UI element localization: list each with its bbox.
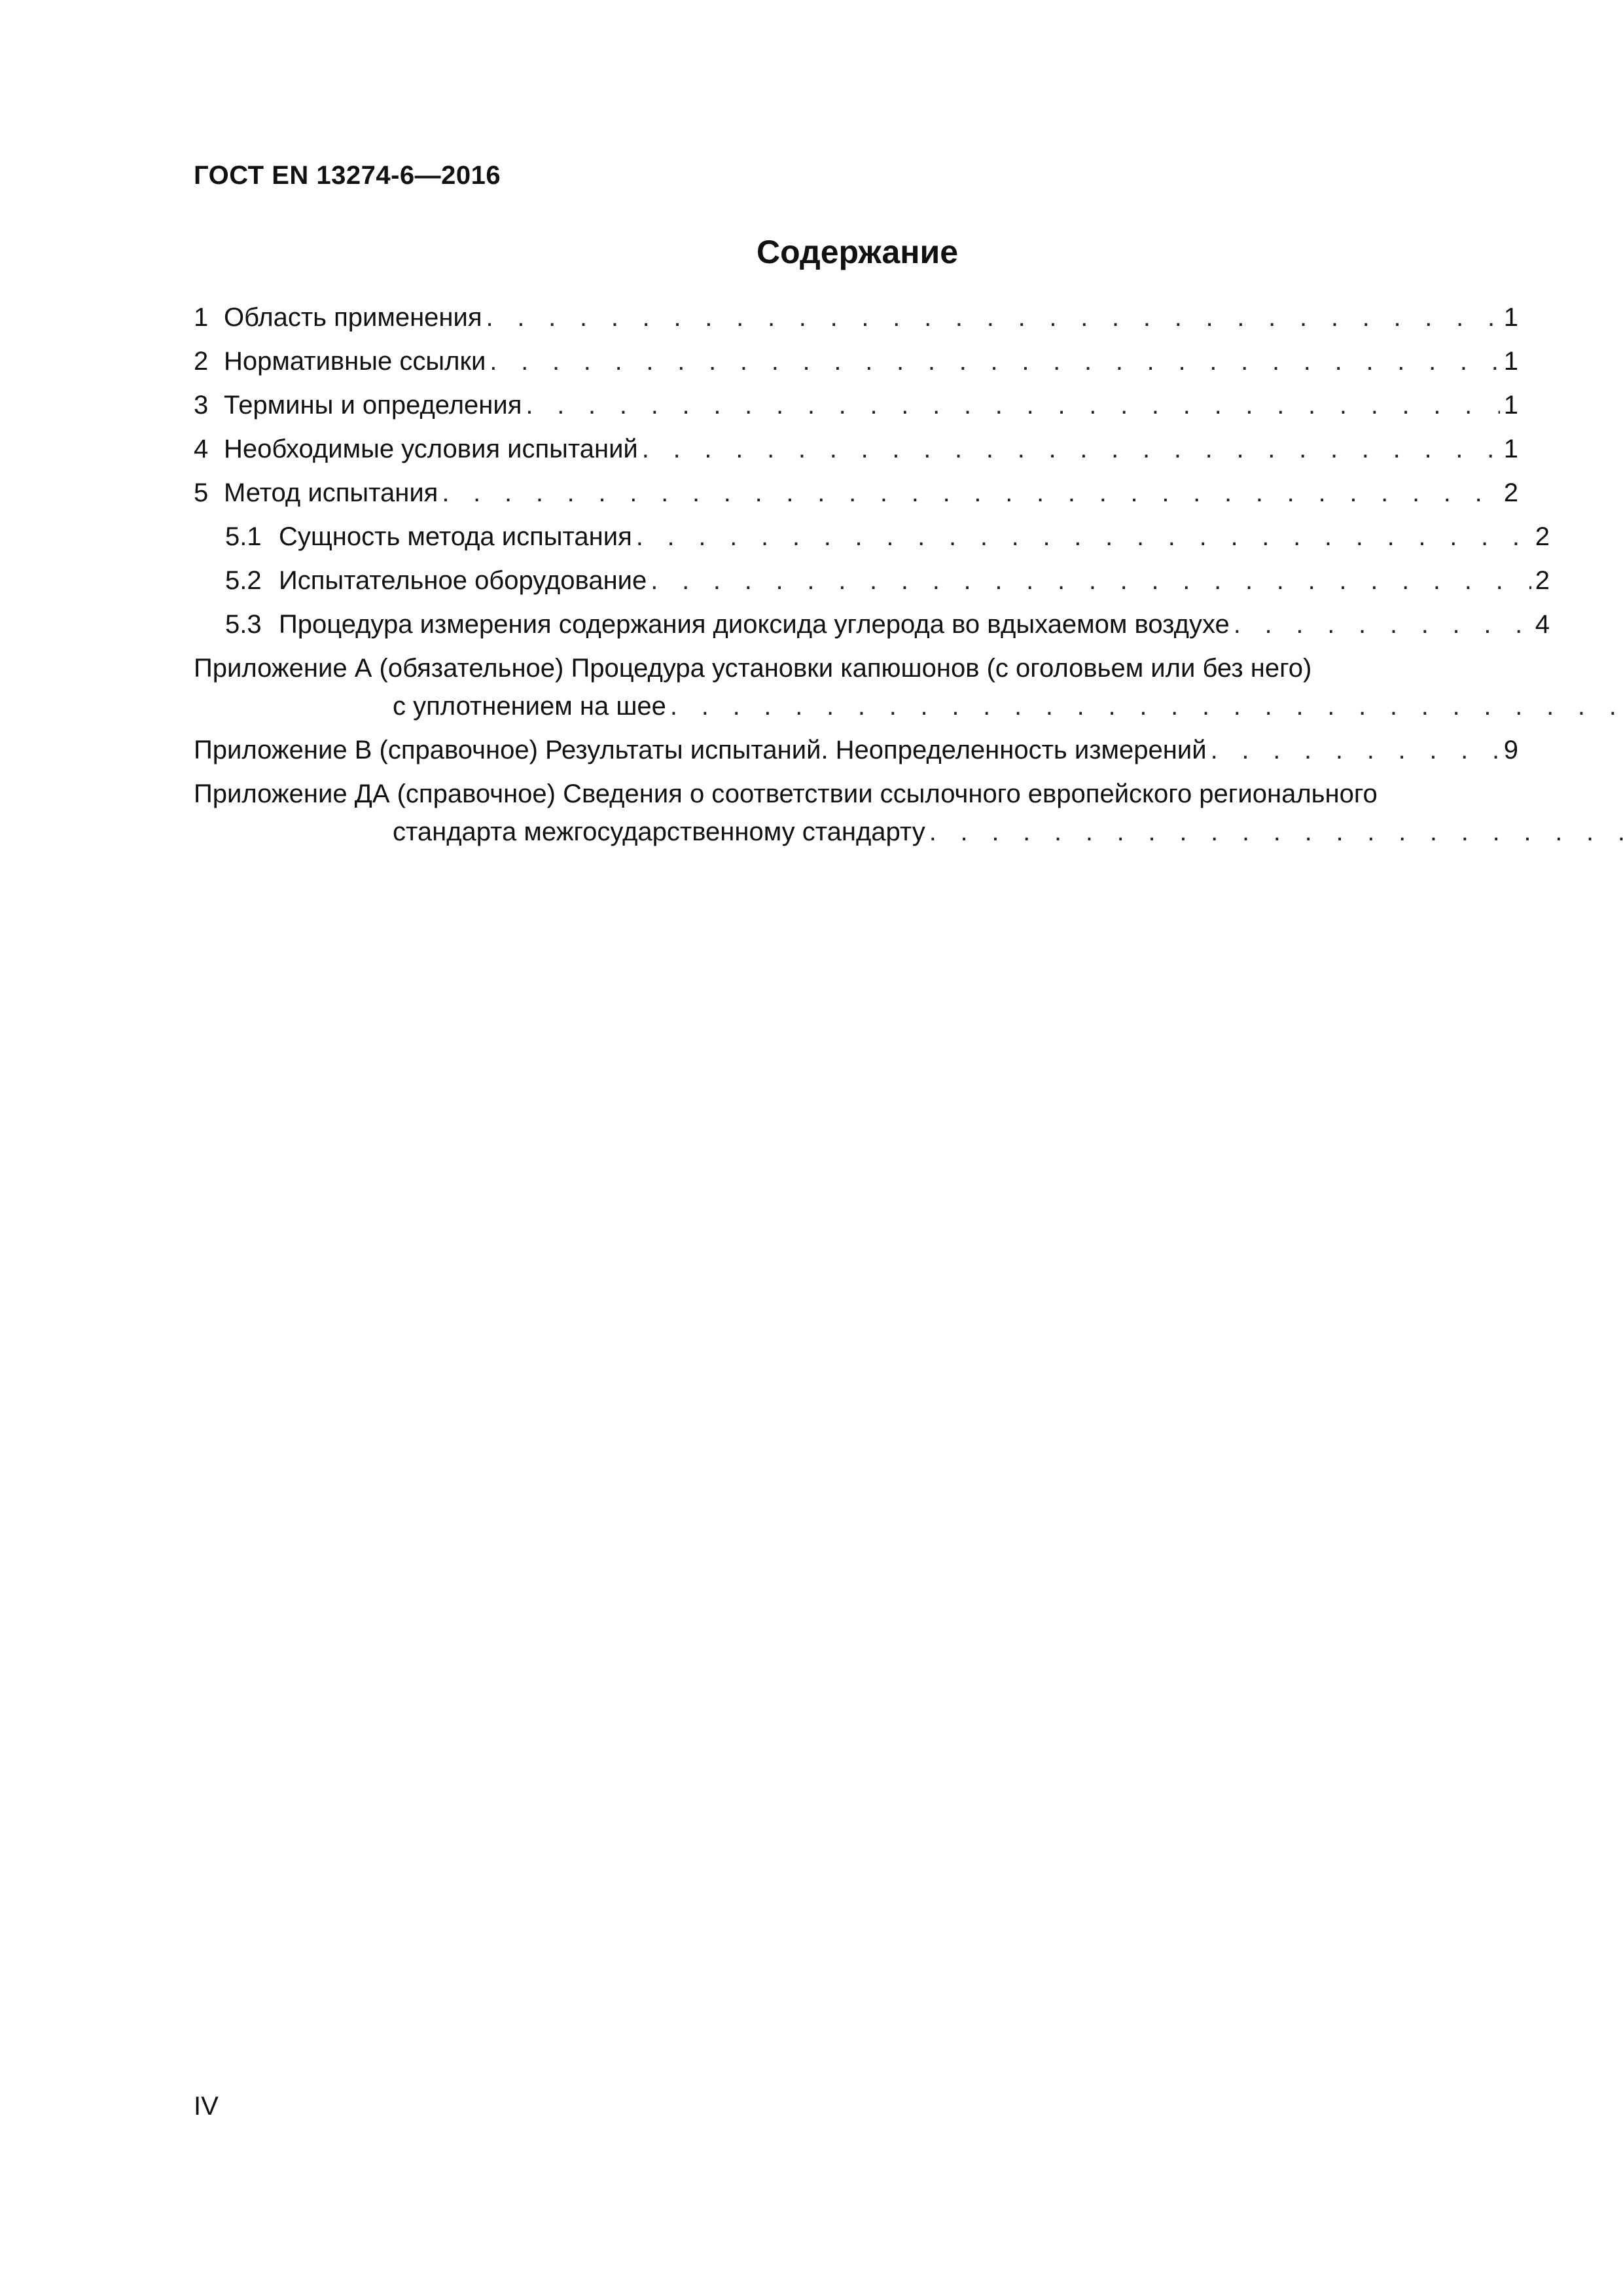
toc-entry-5-3[interactable] — [194, 605, 1550, 643]
toc-entry-text: Приложение В (справочное) Результаты испытаний. Неопределенность измерений — [194, 736, 1207, 764]
toc-entry-number: 5.3 — [225, 610, 262, 639]
toc-entry-number: 5.1 — [225, 522, 262, 551]
dot-leader — [442, 474, 1499, 512]
toc-entry-4[interactable] — [194, 430, 1518, 468]
dot-leader — [1211, 731, 1500, 769]
dot-leader — [929, 813, 1623, 851]
dot-leader — [1234, 605, 1531, 643]
toc-entry-page: 1 — [1503, 303, 1518, 332]
toc-entry-page: 2 — [1535, 566, 1550, 595]
toc-entry-text: Приложение ДА (справочное) Сведения о соответствии ссылочного европейского регионального — [194, 780, 1378, 808]
toc-entry-number: 1 — [194, 303, 209, 332]
toc-entry-page: 1 — [1503, 347, 1518, 376]
toc-entry-text: Термины и определения — [224, 391, 522, 420]
toc-entry-number: 5.2 — [225, 566, 262, 595]
dot-leader — [636, 518, 1531, 556]
toc-entry-page: 1 — [1503, 435, 1518, 463]
toc-entry-5[interactable] — [194, 474, 1518, 512]
toc-entry-text: Сущность метода испытания — [279, 522, 632, 551]
toc-entry-5-2[interactable] — [194, 562, 1550, 600]
toc-entry-number: 4 — [194, 435, 209, 463]
document-code: ГОСТ EN 13274-6—2016 — [194, 161, 501, 190]
toc-entry-number: 3 — [194, 391, 209, 420]
dot-leader — [486, 298, 1500, 336]
toc-entry-text: Необходимые условия испытаний — [224, 435, 638, 463]
toc-entry-appendix-a[interactable] — [194, 649, 1518, 725]
dot-leader — [490, 342, 1499, 380]
toc-entry-page: 9 — [1503, 736, 1518, 764]
toc-entry-number: 2 — [194, 347, 209, 376]
toc-entry-5-1[interactable] — [194, 518, 1550, 556]
toc-entry-1[interactable] — [194, 298, 1518, 336]
toc-entry-page: 2 — [1503, 478, 1518, 507]
page-number: IV — [194, 2092, 219, 2121]
toc-entry-text: Приложение А (обязательное) Процедура установки капюшонов (с оголовьем или без него) — [194, 654, 1312, 683]
toc-title: Содержание — [756, 234, 959, 270]
table-of-contents — [194, 298, 1550, 851]
dot-leader — [651, 562, 1531, 600]
toc-entry-3[interactable] — [194, 386, 1518, 424]
dot-leader — [642, 430, 1500, 468]
toc-entry-text: Испытательное оборудование — [279, 566, 647, 595]
toc-entry-page: 4 — [1535, 610, 1550, 639]
toc-entry-appendix-da[interactable] — [194, 775, 1518, 851]
toc-entry-appendix-b[interactable] — [194, 731, 1518, 769]
toc-entry-text: Процедура измерения содержания диоксида углерода во вдыхаемом воздухе — [279, 610, 1230, 639]
toc-entry-text: Метод испытания — [224, 478, 438, 507]
dot-leader — [670, 687, 1623, 725]
toc-entry-text: Область применения — [224, 303, 482, 332]
toc-entry-page: 1 — [1503, 391, 1518, 420]
toc-entry-text: Нормативные ссылки — [224, 347, 486, 376]
toc-entry-page: 2 — [1535, 522, 1550, 551]
dot-leader — [526, 386, 1499, 424]
toc-entry-2[interactable] — [194, 342, 1518, 380]
toc-entry-text-continuation: с уплотнением на шее — [393, 692, 666, 721]
toc-entry-text-continuation: стандарта межгосударственному стандарту — [393, 817, 925, 846]
toc-entry-number: 5 — [194, 478, 209, 507]
